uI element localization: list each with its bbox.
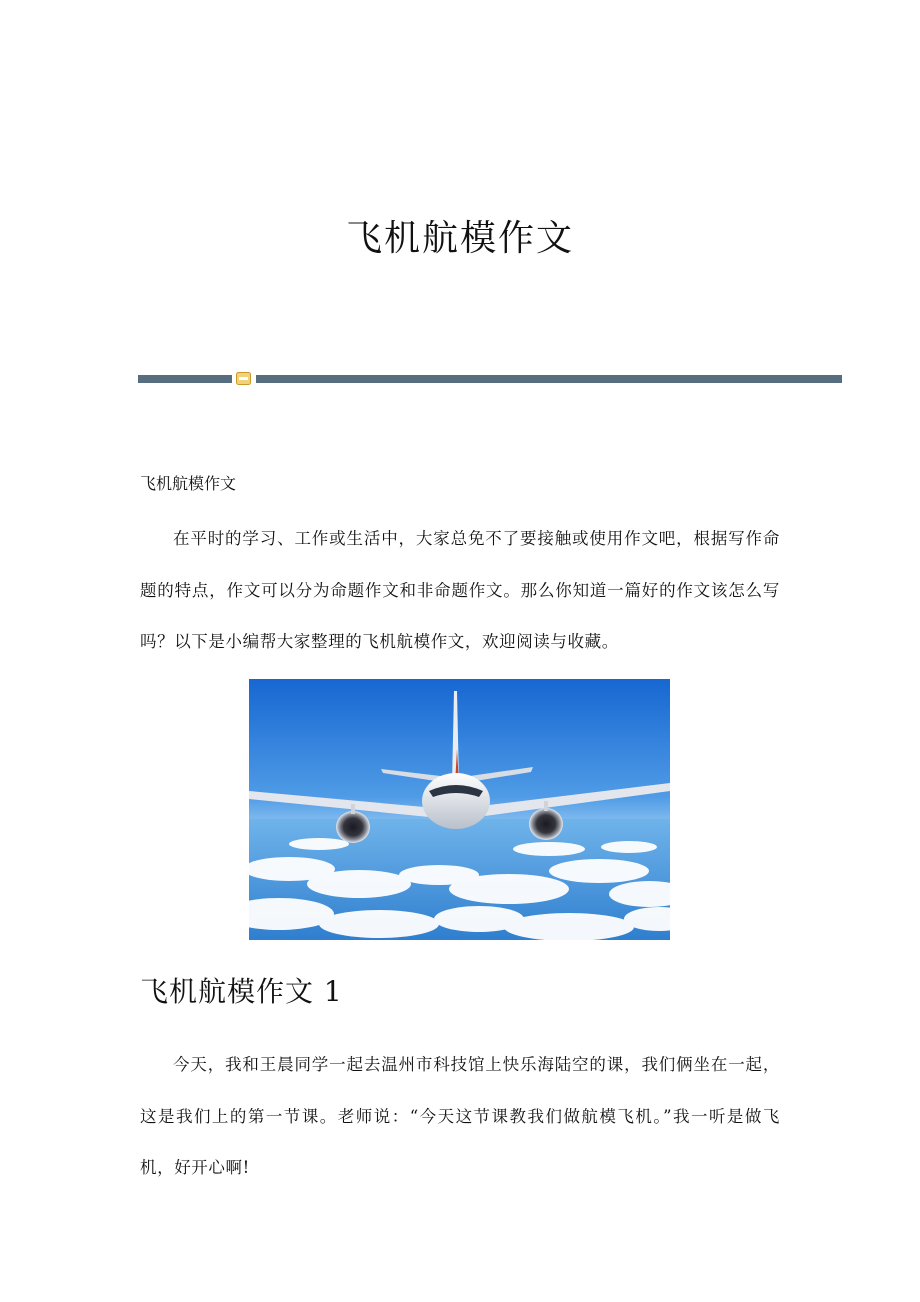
page-title: 飞机航模作文 (345, 218, 574, 259)
document-subtitle: 飞机航模作文 (140, 474, 237, 493)
section-heading: 飞机航模作文 1 (140, 975, 343, 1008)
title-divider (138, 370, 842, 390)
divider-bar-right (256, 375, 842, 383)
airplane-photo (249, 679, 670, 940)
divider-bar-left (138, 375, 232, 383)
intro-paragraph: 在平时的学习、工作或生活中，大家总免不了要接触或使用作文吧，根据写作命题的特点，作文可以分为命题作文和非命题作文。那么你知道一篇好的作文该怎么写吗？以下是小编帮大家整理的飞机航模作文，欢迎阅读与收藏。 (140, 529, 780, 651)
essay-paragraph: 今天，我和王晨同学一起去温州市科技馆上快乐海陆空的课，我们俩坐在一起，这是我们上的第一节课。老师说：“今天这节课教我们做航模飞机。”我一听是做飞机，好开心啊! (140, 1055, 780, 1177)
divider-ornament-icon (236, 372, 251, 385)
